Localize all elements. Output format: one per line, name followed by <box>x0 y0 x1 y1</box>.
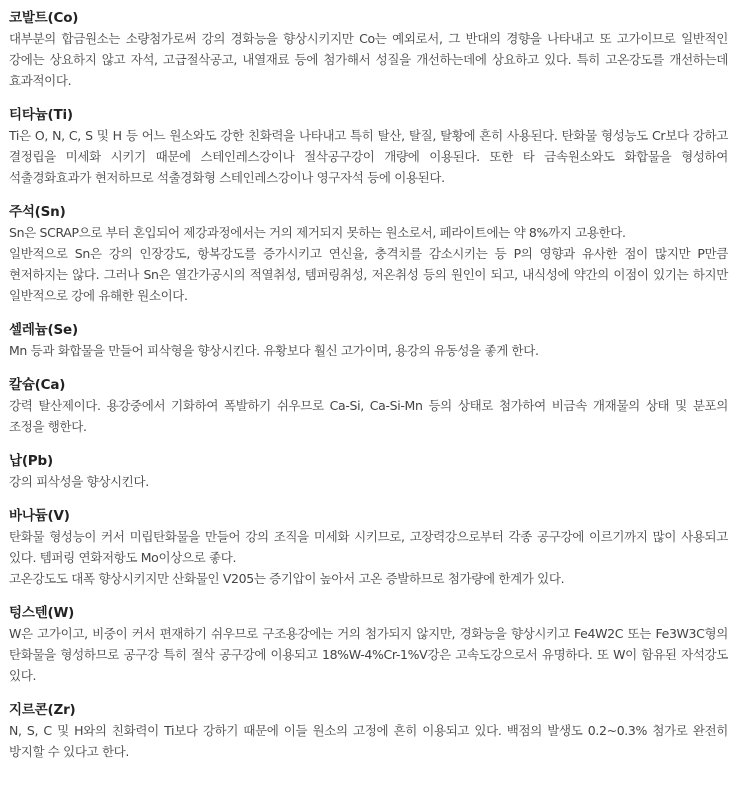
section-paragraph: 일반적으로 Sn은 강의 인장강도, 항복강도를 증가시키고 연신율, 충격치를 감소시키는 등 P의 영향과 유사한 점이 많지만 P만큼 현저하지는 않다. 그러나 Sn은 열간가공시의 적열취성, 템퍼링취성, 저온취성 등의 원인이 되고, 내식성에 약간의 이점이 있기는 하지만 일반적으로 강에 유해한 원소이다. <box>9 246 728 303</box>
section-paragraph: 탄화물 형성능이 커서 미립탄화물을 만들어 강의 조직을 미세화 시키므로, 고장력강으로부터 각종 공구강에 이르기까지 많이 사용되고 있다. 템퍼링 연화저항도 Mo이상으로 좋다. <box>9 529 728 565</box>
section-tungsten <box>9 603 728 686</box>
section-title: 티타늄(Ti) <box>9 107 73 123</box>
section-paragraph: Sn은 SCRAP으로 부터 혼입되어 제강과정에서는 거의 제거되지 못하는 원소로서, 페라이트에는 약 8%까지 고용한다. <box>9 225 626 240</box>
section-vanadium <box>9 506 728 589</box>
section-paragraph: 고온강도도 대폭 향상시키지만 산화물인 V205는 증기압이 높아서 고온 증발하므로 첨가량에 한계가 있다. <box>9 571 565 586</box>
section-selenium <box>9 320 728 361</box>
section-paragraph: 대부분의 합금원소는 소량첨가로써 강의 경화능을 향상시키지만 Co는 예외로서, 그 반대의 경향을 나타내고 또 고가이므로 일반적인 강에는 상요하지 않고 자석, 고급절삭공고, 내열재료 등에 첨가해서 성질을 개선하는데에 상요하고 있다. 특히 고온강도를 개선하는데 효과적이다. <box>9 31 728 88</box>
section-titanium <box>9 105 728 188</box>
section-paragraph: N, S, C 및 H와의 친화력이 Ti보다 강하기 때문에 이들 원소의 고정에 흔히 이용되고 있다. 백점의 발생도 0.2~0.3% 첨가로 완전히 방지할 수 있다고 한다. <box>9 723 728 759</box>
section-title: 납(Pb) <box>9 453 53 469</box>
section-paragraph: W은 고가이고, 비중이 커서 편재하기 쉬우므로 구조용강에는 거의 첨가되지 않지만, 경화능을 향상시키고 Fe4W2C 또는 Fe3W3C형의 탄화물을 형성하므로 공구강 특히 절삭 공구강에 이용되고 18%W-4%Cr-1%V강은 고속도강으로서 유명하다. 또 W이 함유된 자석강도 있다. <box>9 626 728 683</box>
section-paragraph: Ti은 O, N, C, S 및 H 등 어느 원소와도 강한 친화력을 나타내고 특히 탈산, 탈질, 탈황에 흔히 사용된다. 탄화물 형성능도 Cr보다 강하고 결정립을 미세화 시키기 때문에 스테인레스강이나 절삭공구강이 개량에 이용된다. 또한 타 금속원소와도 화합물을 형성하여 석출경화효과가 현저하므로 석출경화형 스테인레스강이나 영구자석 등에 이용된다. <box>9 128 728 185</box>
section-tin <box>9 202 728 306</box>
section-calcium <box>9 375 728 437</box>
section-paragraph: Mn 등과 화합물을 만들어 피삭형을 향상시킨다. 유황보다 훨신 고가이며, 용강의 유동성을 좋게 한다. <box>9 343 539 358</box>
section-paragraph: 강력 탈산제이다. 용강중에서 기화하여 폭발하기 쉬우므로 Ca-Si, Ca-Si-Mn 등의 상태로 첨가하여 비금속 개재물의 상태 및 분포의 조정을 행한다. <box>9 398 728 434</box>
section-cobalt <box>9 8 728 91</box>
section-lead <box>9 451 728 492</box>
section-title: 텅스텐(W) <box>9 605 75 621</box>
section-paragraph: 강의 피삭성을 향상시킨다. <box>9 474 149 489</box>
section-title: 코발트(Co) <box>9 10 79 26</box>
section-title: 바나듐(V) <box>9 508 70 524</box>
section-title: 셀레늄(Se) <box>9 322 78 338</box>
section-zirconium <box>9 700 728 762</box>
section-title: 지르콘(Zr) <box>9 702 76 718</box>
section-title: 칼슘(Ca) <box>9 377 66 393</box>
section-title: 주석(Sn) <box>9 204 66 220</box>
